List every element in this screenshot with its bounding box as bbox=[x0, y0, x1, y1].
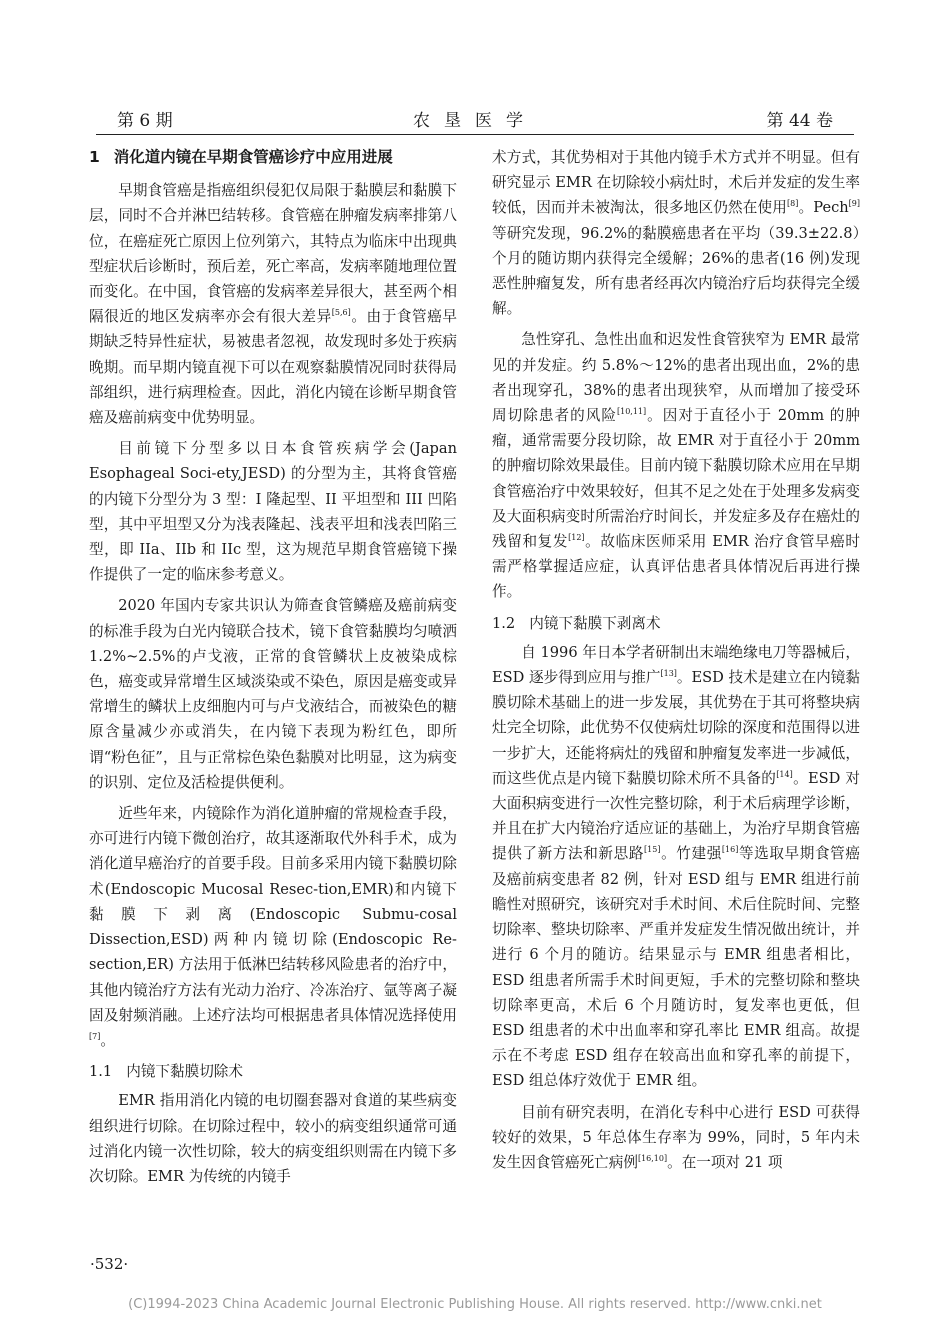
copyright-footer: (C)1994-2023 China Academic Journal Electronic Publishing House. All rights reserved. http://www.cnki.net bbox=[128, 1297, 822, 1312]
section-title: 消化道内镜在早期食管癌诊疗中应用进展 bbox=[113, 148, 393, 166]
citation: [14] bbox=[776, 769, 793, 779]
page-number: ·532· bbox=[90, 1255, 129, 1273]
running-header bbox=[117, 106, 833, 134]
section-heading bbox=[89, 145, 457, 170]
subsection-heading: 1.2 内镜下黏膜下剥离术 bbox=[492, 614, 661, 632]
paragraph: 目前有研究表明，在消化专科中心进行 ESD 可获得较好的效果，5 年总体生存率为 99%，同时，5 年内未发生因食管癌死亡病例[16,10]。在一项对 21 项 bbox=[492, 1103, 860, 1171]
volume-label: 第 44 卷 bbox=[766, 111, 833, 131]
citation: [8] bbox=[787, 199, 799, 209]
paragraph: 早期食管癌是指癌组织侵犯仅局限于黏膜层和黏膜下层，同时不合并淋巴结转移。食管癌在肿瘤发病率排第八位，在癌症死亡原因上位列第六，其特点为临床中出现典型症状后诊断时，预后差，死亡率高，发病率随地理位置而变化。在中国，食管癌的发病率差异很大，甚至两个相隔很近的地区发病率亦会有很大差异[5,6]。由于食管癌早期缺乏特异性症状，易被患者忽视，故发现时多处于疾病晚期。而早期内镜直视下可以在观察黏膜情况同时获得局部组织，进行病理检查。因此，消化内镜在诊断早期食管癌及癌前病变中优势明显。 bbox=[89, 182, 457, 427]
header-rule bbox=[96, 134, 854, 135]
paragraph: 急性穿孔、急性出血和迟发性食管狭窄为 EMR 最常见的并发症。约 5.8%～12%的患者出现出血，2%的患者出现穿孔，38%的患者出现狭窄，从而增加了接受环周切除患者的风险[10,11]。因对于直径小于 20mm 的肿瘤，通常需要分段切除，故 EMR 对于直径小于 20mm 的肿瘤切除效果最佳。目前内镜下黏膜切除术应用在早期食管癌治疗中效果较好，但其不足之处在于处理多发病变及大面积病变时所需治疗时间长，并发症多及存在癌灶的残留和复发[12]。故临床医师采用 EMR 治疗食管早癌时需严格掌握适应症，认真评估患者具体情况后再进行操作。 bbox=[492, 331, 860, 601]
citation: [5,6] bbox=[331, 308, 351, 318]
paragraph: 近些年来，内镜除作为消化道肿瘤的常规检查手段，亦可进行内镜下微创治疗，故其逐渐取代外科手术，成为消化道早癌治疗的首要手段。目前多采用内镜下黏膜切除术(Endoscopic Mucosal Resec-tion,EMR)和内镜下黏膜下剥离(Endoscopic Submu-cosal Dissection,ESD)两种内镜切除(Endoscopic Re-section,ER) 方法用于低淋巴结转移风险患者的治疗中，其他内镜治疗方法有光动力治疗、冷冻治疗、氩等离子凝固及射频消融。上述疗法均可根据患者具体情况选择使用[7]。 bbox=[89, 805, 457, 1049]
section-number: 1 bbox=[89, 148, 100, 166]
citation: [15] bbox=[644, 845, 661, 855]
left-column bbox=[89, 145, 457, 1195]
issue-label: 第 6 期 bbox=[117, 111, 173, 131]
paragraph: 自 1996 年日本学者研制出末端绝缘电刀等器械后，ESD 逐步得到应用与推广[13]。ESD 技术是建立在内镜黏膜切除术基础上的进一步发展，其优势在于其可将整块病灶完全切除，此优势不仅使病灶切除的深度和范围得以进一步扩大，还能将病灶的残留和肿瘤复发率进一步减低，而这些优点是内镜下黏膜切除术所不具备的[14]。ESD 对大面积病变进行一次性完整切除，利于术后病理学诊断，并且在扩大内镜治疗适应证的基础上，为治疗早期食管癌提供了新方法和新思路[15]。竹建强[16]等选取早期食管癌及癌前病变患者 82 例，针对 ESD 组与 EMR 组进行前瞻性对照研究，该研究对手术时间、术后住院时间、完整切除率、整块切除率、严重并发症发生情况做出统计，并进行 6 个月的随访。结果显示与 EMR 组患者相比，ESD 组患者所需手术时间更短，手术的完整切除和整块切除率更高，术后 6 个月随访时，复发率也更低，但 ESD 组患者的术中出血率和穿孔率比 EMR 组高。故提示在不考虑 ESD 组存在较高出血和穿孔率的前提下，ESD 组总体疗效优于 EMR 组。 bbox=[492, 643, 860, 1090]
citation: [9] bbox=[848, 199, 860, 209]
citation: [16,10] bbox=[637, 1153, 668, 1163]
paragraph: 术方式，其优势相对于其他内镜手术方式并不明显。但有研究显示 EMR 在切除较小病灶时，术后并发症的发生率较低，因而并未被淘汰，很多地区仍然在使用[8]。Pech[9]等研究发现，96.2%的黏膜癌患者在平均（39.3±22.8）个月的随访期内获得完全缓解；26%的患者(16 例)发现恶性肿瘤复发，所有患者经再次内镜治疗后均获得完全缓解。 bbox=[492, 149, 860, 318]
citation: [12] bbox=[568, 533, 585, 543]
paragraph: EMR 指用消化内镜的电切圈套器对食道的某些病变组织进行切除。在切除过程中，较小的病变组织通常可通过消化内镜一次性切除，较大的病变组织则需在内镜下多次切除。EMR 为传统的内镜手 bbox=[89, 1092, 457, 1185]
citation: [7] bbox=[89, 1031, 101, 1041]
subsection-heading: 1.1 内镜下黏膜切除术 bbox=[89, 1063, 243, 1081]
journal-name: 农垦医学 bbox=[413, 111, 537, 131]
citation: [10,11] bbox=[617, 407, 647, 417]
citation: [16] bbox=[721, 845, 739, 855]
paragraph: 2020 年国内专家共识认为筛查食管鳞癌及癌前病变的标准手段为白光内镜联合技术，镜下食管黏膜均匀喷洒 1.2%~2.5%的卢戈液，正常的食管鳞状上皮被染成棕色，癌变或异常增生区域淡染或不染色，原因是癌变或异常增生的鳞状上皮细胞内可与卢戈液结合，而被染色的糖原含量减少亦或消失，在内镜下表现为粉红色，即所谓“粉色征”，且与正常棕色染色黏膜对比明显，这为病变的识别、定位及活检提供便利。 bbox=[89, 597, 457, 791]
paragraph: 目前镜下分型多以日本食管疾病学会(Japan Esophageal Soci-ety,JESD) 的分型为主，其将食管癌的内镜下分型分为 3 型：I 隆起型、II 平坦型和 III 凹陷型，其中平坦型又分为浅表隆起、浅表平坦和浅表凹陷三型，即 IIa、IIb 和 IIc 型，这为规范早期食管癌镜下操作提供了一定的临床参考意义。 bbox=[89, 440, 457, 584]
right-column bbox=[492, 145, 860, 1181]
citation: [13] bbox=[660, 669, 677, 679]
